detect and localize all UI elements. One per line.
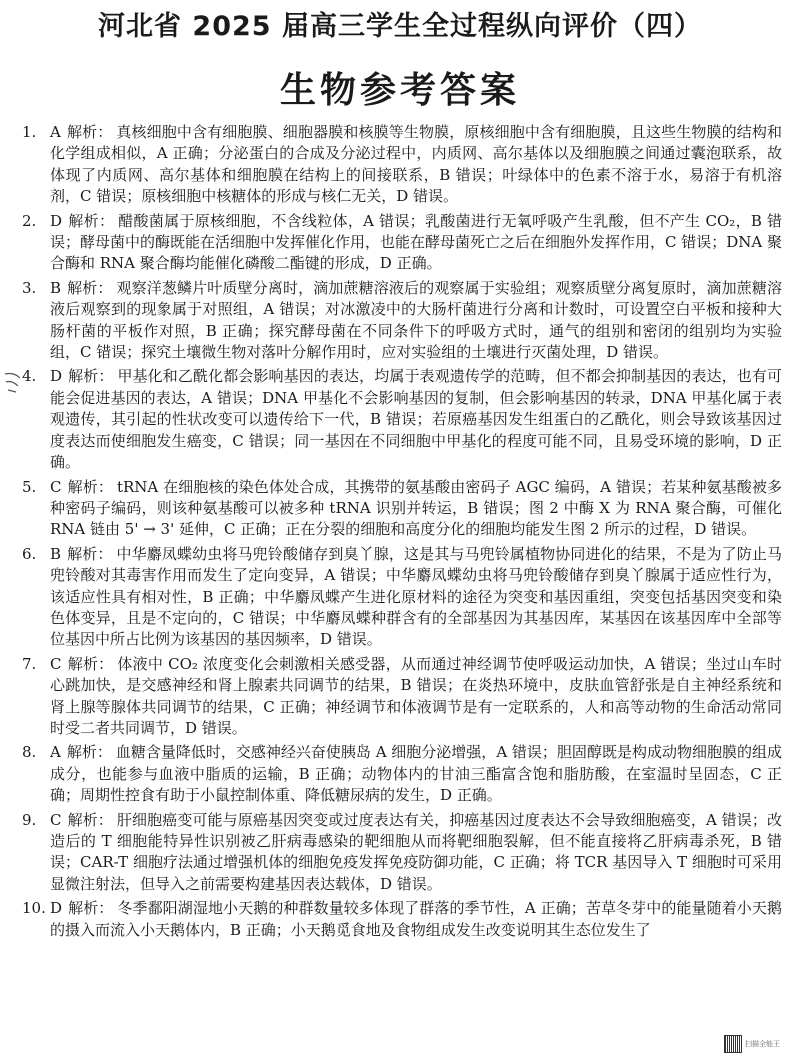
analysis-text: 肝细胞癌变可能与原癌基因突变或过度表达有关，抑癌基因过度表达不会导致细胞癌变，A 错误；改造后的 T 细胞能特异性识别被乙肝病毒感染的靶细胞从而将靶细胞裂解，但不能直接将乙肝病毒杀死，B 错误；CAR-T 细胞疗法通过增强机体的细胞免疫发挥免疫防御功能，C 正确；将 TCR 基因导入 T 细胞时可采用显微注射法，但导入之前需要构建基因表达载体，D 错误。 — [50, 810, 782, 893]
watermark-text: 扫描全能王 — [745, 1040, 780, 1048]
answer-number: 9. — [22, 810, 37, 829]
answer-choice: C — [50, 477, 62, 496]
answer-item — [22, 366, 782, 473]
answer-item — [22, 278, 782, 364]
answer-choice: B — [50, 544, 62, 563]
analysis-label: 解析： — [67, 278, 113, 297]
analysis-text: tRNA 在细胞核的染色体处合成，其携带的氨基酸由密码子 AGC 编码，A 错误；若某种氨基酸被多种密码子编码，则该种氨基酸可以被多种 tRNA 识别并转运，B 错误；图 2 中酶 X 为 RNA 聚合酶，可催化 RNA 链由 5' → 3' 延伸，C 正确；正在分裂的细胞和高度分化的细胞均能发生图 2 所示的过程，D 错误。 — [50, 477, 782, 539]
answer-number: 4. — [22, 367, 37, 386]
analysis-label: 解析： — [67, 654, 114, 673]
answer-item — [22, 122, 782, 208]
answer-choice: B — [50, 278, 62, 297]
answer-item — [22, 477, 782, 541]
answer-item — [22, 654, 782, 740]
answer-item — [22, 898, 782, 941]
answer-list — [22, 122, 782, 944]
answer-number: 1. — [22, 123, 37, 141]
scanner-watermark — [724, 1035, 780, 1053]
answer-item — [22, 810, 782, 896]
analysis-label: 解析： — [68, 367, 114, 386]
pen-mark-icon — [2, 370, 24, 396]
analysis-text: 体液中 CO₂ 浓度变化会刺激相关感受器，从而通过神经调节使呼吸运动加快，A 错误；坐过山车时心跳加快，是交感神经和肾上腺素共同调节的结果，B 错误；在炎热环境中，皮肤血管舒张是自主神经系统和肾上腺等腺体共同调节的结果，C 正确；神经调节和体液调节是有一定联系的，人和高等动物的生命活动常同时受二者共同调节，D 错误。 — [50, 654, 782, 737]
analysis-label: 解析： — [66, 743, 112, 762]
analysis-label: 解析： — [67, 810, 113, 829]
answer-item — [22, 211, 782, 275]
analysis-text: 中华麝凤蝶幼虫将马兜铃酸储存到臭丫腺，这是其与马兜铃属植物协同进化的结果，不是为了防止马兜铃酸对其毒害作用而发生了定向变异，A 错误；中华麝凤蝶幼虫将马兜铃酸储存到臭丫腺属于适应性行为，该适应性具有相对性，B 正确；中华麝凤蝶产生进化原材料的途径为突变和基因重组，突变包括基因突变和染色体变异，且是不定向的，C 错误；中华麝凤蝶种群含有的全部基因为其基因库，某基因在该基因库中全部等位基因中所占比例为该基因的基因频率，D 错误。 — [50, 544, 782, 649]
answer-number: 6. — [22, 544, 37, 563]
answer-number: 10. — [22, 899, 46, 918]
answer-item — [22, 742, 782, 806]
qr-code-icon — [724, 1035, 742, 1053]
answer-choice: A — [50, 743, 61, 762]
page-title: 生物参考答案 — [279, 70, 520, 111]
analysis-label: 解析： — [66, 123, 113, 141]
answer-choice: C — [50, 654, 62, 673]
analysis-label: 解析： — [67, 477, 113, 496]
analysis-text: 观察洋葱鳞片叶质壁分离时，滴加蔗糖溶液后的观察属于实验组；观察质壁分离复原时，滴加蔗糖溶液后观察到的现象属于对照组，A 错误；对冰激凌中的大肠杆菌进行分离和计数时，可设置空白平板和接种大肠杆菌的平板作对照，B 正确；探究酵母菌在不同条件下的呼吸方式时，通气的组别和密闭的组别均为实验组，C 错误；探究土壤微生物对落叶分解作用时，应对实验组的土壤进行灭菌处理，D 错误。 — [50, 278, 782, 362]
analysis-label: 解析： — [67, 544, 113, 563]
answer-choice: A — [50, 123, 61, 141]
answer-item — [22, 544, 782, 651]
analysis-label: 解析： — [68, 211, 115, 230]
analysis-text: 醋酸菌属于原核细胞，不含线粒体，A 错误；乳酸菌进行无氧呼吸产生乳酸，但不产生 CO₂，B 错误；酵母菌中的酶既能在活细胞中发挥催化作用，也能在酵母菌死亡之后在细胞外发挥作用，C 错误；DNA 聚合酶和 RNA 聚合酶均能催化磷酸二酯键的形成，D 正确。 — [50, 211, 783, 273]
answer-choice: D — [50, 211, 63, 230]
answer-choice: D — [50, 367, 63, 386]
answer-number: 7. — [22, 654, 37, 673]
page-header-title: 河北省 2025 届高三学生全过程纵向评价（四） — [98, 11, 702, 42]
answer-choice: D — [50, 899, 63, 918]
answer-number: 3. — [22, 278, 37, 297]
analysis-text: 真核细胞中含有细胞膜、细胞器膜和核膜等生物膜，原核细胞中含有细胞膜，且这些生物膜的结构和化学组成相似，A 正确；分泌蛋白的合成及分泌过程中，内质网、高尔基体以及细胞膜之间通过囊泡联系，故体现了内质网、高尔基体和细胞膜在结构上的间接联系，B 错误；叶绿体中的色素不溶于水，易溶于有机溶剂，C 错误；原核细胞中核糖体的形成与核仁无关，D 错误。 — [50, 123, 782, 206]
analysis-text: 血糖含量降低时，交感神经兴奋使胰岛 A 细胞分泌增强，A 错误；胆固醇既是构成动物细胞膜的组成成分，也能参与血液中脂质的运输，B 正确；动物体内的甘油三酯富含饱和脂肪酸，在室温时呈固态，C 正确；周期性控食有助于小鼠控制体重、降低糖尿病的发生，D 正确。 — [50, 743, 782, 805]
answer-number: 2. — [22, 211, 37, 230]
analysis-label: 解析： — [68, 899, 114, 918]
answer-choice: C — [50, 810, 62, 829]
answer-number: 5. — [22, 477, 37, 496]
answer-number: 8. — [22, 743, 37, 762]
analysis-text: 甲基化和乙酰化都会影响基因的表达，均属于表观遗传学的范畴，但不都会抑制基因的表达，也有可能会促进基因的表达，A 错误；DNA 甲基化不会影响基因的复制，但会影响基因的转录，DNA 甲基化属于表观遗传，其引起的性状改变可以遗传给下一代，B 错误；若原癌基因发生组蛋白的乙酰化，则会导致该基因过度表达而使细胞发生癌变，C 错误；同一基因在不同细胞中甲基化的程度可能不同，且易受环境的影响，D 正确。 — [50, 367, 782, 472]
analysis-text: 冬季鄱阳湖湿地小天鹅的种群数量较多体现了群落的季节性，A 正确；苦草冬芽中的能量随着小天鹅的摄入而流入小天鹅体内，B 正确；小天鹅觅食地及食物组成发生改变说明其生态位发生了 — [50, 899, 782, 939]
